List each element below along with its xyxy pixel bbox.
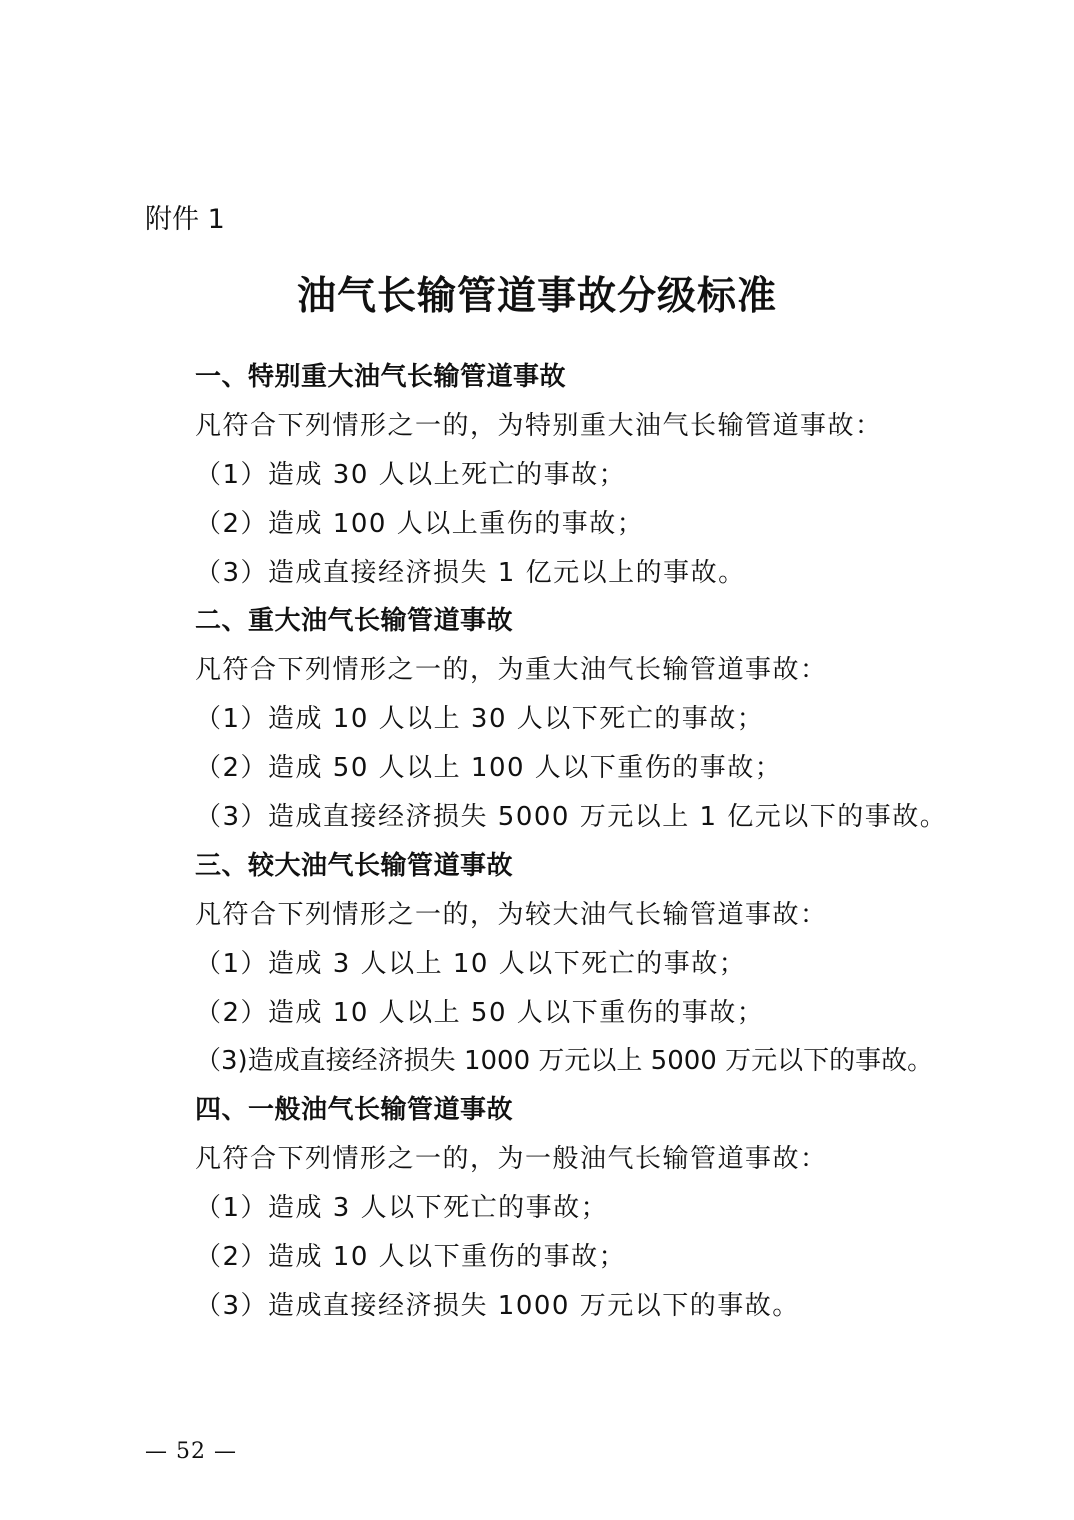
list-item: （1）造成 3 人以上 10 人以下死亡的事故； (195, 948, 747, 979)
section-intro: 凡符合下列情形之一的，为重大油气长输管道事故： (195, 655, 828, 686)
section-heading: 一、特别重大油气长输管道事故 (195, 362, 567, 392)
document-title: 油气长输管道事故分级标准 (296, 273, 777, 319)
section-heading: 四、一般油气长输管道事故 (195, 1095, 514, 1126)
attachment-label: 附件 1 (145, 204, 225, 235)
section-intro: 凡符合下列情形之一的，为特别重大油气长输管道事故： (195, 410, 883, 441)
list-item: （1）造成 30 人以上死亡的事故； (195, 459, 627, 490)
list-item: （3）造成直接经济损失 1 亿元以上的事故。 (195, 557, 746, 588)
list-item: （2）造成 50 人以上 100 人以下重伤的事故； (195, 753, 783, 784)
section-heading: 二、重大油气长输管道事故 (195, 606, 514, 637)
section-heading: 三、较大油气长输管道事故 (195, 850, 514, 881)
list-item: （3）造成直接经济损失 5000 万元以上 1 亿元以下的事故。 (195, 802, 948, 833)
list-item: （1）造成 3 人以下死亡的事故； (195, 1193, 609, 1224)
list-item: （2）造成 100 人以上重伤的事故； (195, 508, 645, 539)
list-item: （2）造成 10 人以上 50 人以下重伤的事故； (195, 997, 765, 1028)
list-item: （2）造成 10 人以下重伤的事故； (195, 1242, 627, 1273)
page-number: — 52 — (145, 1439, 237, 1464)
list-item: （1）造成 10 人以上 30 人以下死亡的事故； (195, 704, 765, 735)
list-item: （3）造成直接经济损失 1000 万元以下的事故。 (195, 1290, 800, 1321)
list-item: （3)造成直接经济损失 1000 万元以上 5000 万元以下的事故。 (195, 1046, 934, 1077)
section-intro: 凡符合下列情形之一的，为一般油气长输管道事故： (195, 1144, 828, 1175)
section-intro: 凡符合下列情形之一的，为较大油气长输管道事故： (195, 899, 828, 930)
document-body (195, 353, 1065, 1331)
